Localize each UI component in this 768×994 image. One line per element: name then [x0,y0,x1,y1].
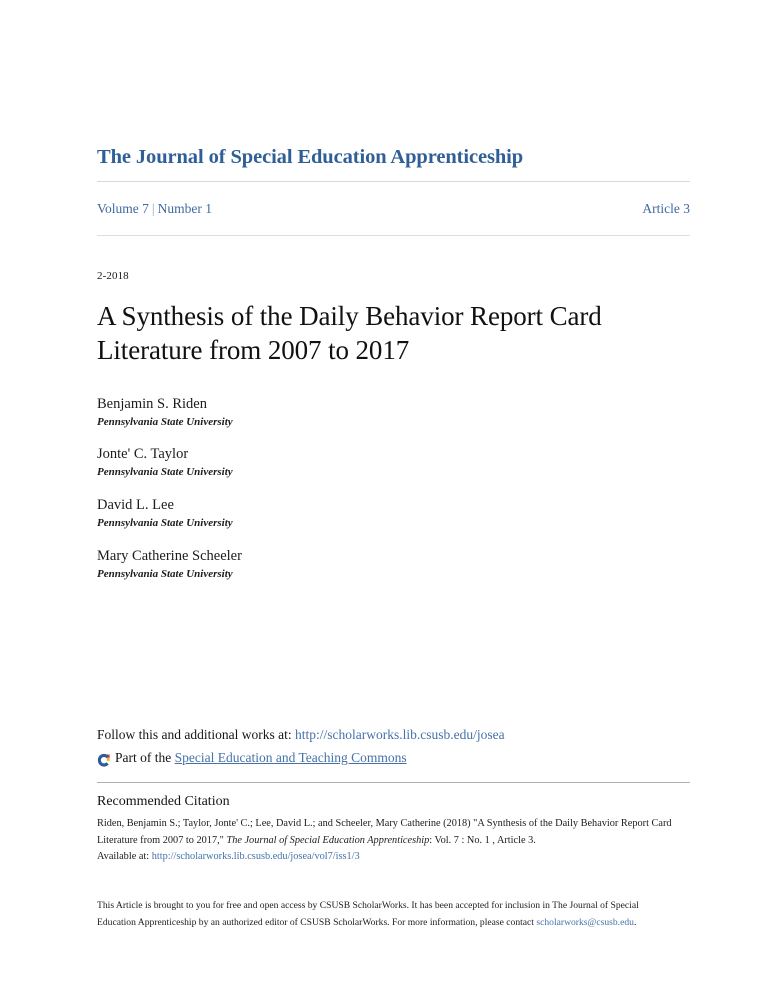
author-affiliation: Pennsylvania State University [97,517,233,530]
available-label: Available at: [97,851,150,863]
number-label: Number 1 [157,200,212,216]
citation-body [97,816,690,866]
follow-line [97,725,690,745]
volume-label: Volume 7 [97,200,149,216]
special-education-commons-link[interactable]: Special Education and Teaching Commons [174,750,407,766]
author-name: Jonte' C. Taylor [97,446,189,463]
author-entry [97,445,690,481]
publication-date: 2-2018 [97,269,129,282]
author-affiliation: Pennsylvania State University [97,466,233,479]
author-list [97,395,690,583]
author-affiliation: Pennsylvania State University [97,415,233,428]
volume-separator: | [151,200,155,216]
access-statement-period: . [633,916,637,928]
part-of-prefix: Part of the [115,750,172,766]
masthead-divider-top [97,181,690,182]
author-entry [97,547,690,583]
follow-block [97,725,690,768]
access-statement-text: This Article is brought to you for free and open access by CSUSB ScholarWorks. It has been accepted for inclusion in The Journal of Special Education Apprenticeship by an authorized editor of CSUSB ScholarWorks. For more information, please contact [97,899,639,928]
page-title: A Synthesis of the Daily Behavior Report Card Literature from 2007 to 2017 [97,300,602,366]
citation-heading: Recommended Citation [97,793,230,809]
journal-works-link[interactable]: http://scholarworks.lib.csusb.edu/josea [295,726,505,742]
author-name: Mary Catherine Scheeler [97,548,242,565]
citation-journal-name: The Journal of Special Education Apprenticeship [226,834,430,846]
cover-page-content [97,145,690,932]
journal-title: The Journal of Special Education Apprenticeship [97,146,524,168]
access-statement [97,898,669,932]
follow-prefix: Follow this and additional works at: [97,726,292,742]
citation-available-line [97,849,690,866]
citation-divider [97,782,690,783]
citation-line-1: Riden, Benjamin S.; Taylor, Jonte' C.; Lee, David L.; and Scheeler, Mary Catherine (2018) "A Synthesis of the Daily Behavior Report Card Literature from 2007 to 2017," [97,817,672,846]
author-name: David L. Lee [97,497,174,514]
volume-issue-group [97,201,212,217]
part-of-line [97,749,690,768]
contact-email-link[interactable]: scholarworks@csusb.edu [536,916,634,928]
article-number-label: Article 3 [642,200,690,216]
author-entry [97,395,690,431]
masthead-divider-bottom [97,235,690,236]
author-affiliation: Pennsylvania State University [97,567,233,580]
citation-line-2-tail: : Vol. 7 : No. 1 , Article 3. [429,834,536,846]
author-name: Benjamin S. Riden [97,395,207,412]
author-entry [97,496,690,532]
digital-commons-logo-icon [97,753,111,767]
available-at-link[interactable]: http://scholarworks.lib.csusb.edu/josea/vol7/iss1/3 [151,851,360,863]
volume-row [97,190,690,227]
recommended-citation-block [97,782,690,866]
